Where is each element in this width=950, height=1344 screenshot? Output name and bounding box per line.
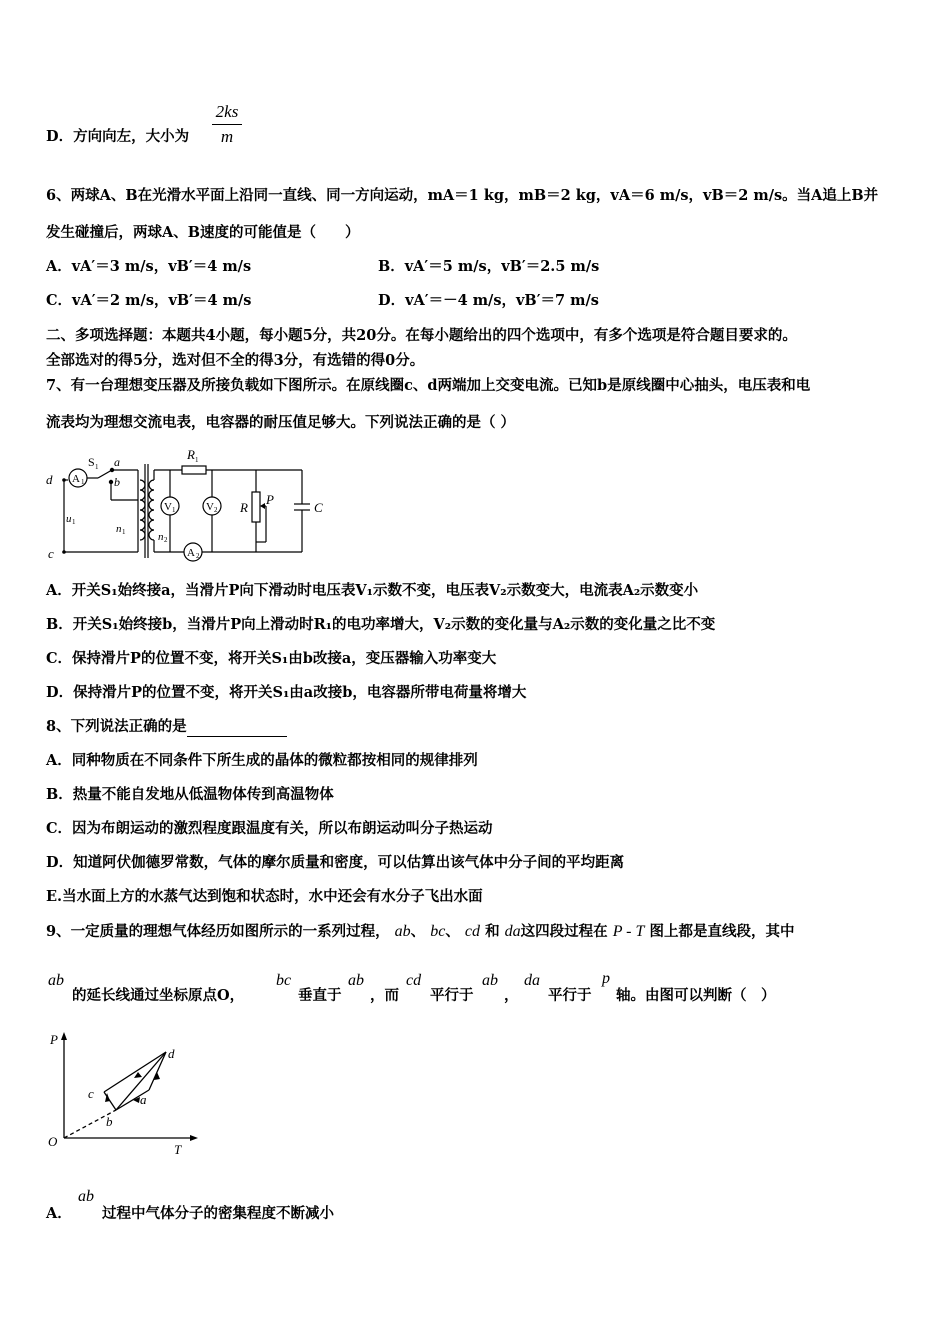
section2-heading-line1: 二、多项选择题：本题共4小题，每小题5分，共20分。在每小题给出的四个选项中，有多个选项是符合题目要求的。 [46, 327, 797, 344]
symbol-cd-raised: cd [406, 972, 422, 989]
q8-option-b: B．热量不能自发地从低温物体传到高温物体 [46, 786, 334, 803]
q9-text-comma: ， [504, 987, 519, 1004]
point-a-label: a [140, 1092, 147, 1107]
q9-stem-line1 [46, 922, 794, 942]
capacitor-c-label: C [314, 500, 323, 515]
voltmeter-v2-sub: 2 [214, 506, 218, 514]
tap-b-label: b [114, 475, 120, 489]
point-d-label: d [168, 1046, 175, 1061]
q9-text-parallel: 平行于 [430, 987, 474, 1004]
q6-stem-line2: 发生碰撞后，两球A、B速度的可能值是（ ） [46, 224, 360, 241]
q6-option-b: B．vA′＝5 m/s，vB′＝2.5 m/s [378, 258, 600, 275]
q5-d-denominator: m [220, 127, 234, 146]
ammeter-a1-label: A [72, 473, 80, 485]
section2-heading-line2: 全部选对的得5分，选对但不全的得3分，有选错的得0分。 [46, 352, 425, 369]
axis-t-label: T [174, 1142, 182, 1157]
q6-option-a: A．vA′＝3 m/s，vB′＝4 m/s [46, 258, 252, 275]
voltage-u1-sub: 1 [72, 518, 76, 526]
ammeter-a2-sub: 2 [196, 552, 200, 560]
slider-p-label: P [266, 492, 274, 507]
q9-option-a-prefix: A． [46, 1205, 72, 1222]
resistor-r1-sub: 1 [195, 456, 199, 464]
separator: 、 [410, 923, 426, 940]
q5-d-numerator: 2ks [215, 102, 239, 121]
terminal-d-label: d [46, 472, 53, 487]
q7-stem-line2: 流表均为理想交流电表，电容器的耐压值足够大。下列说法正确的是（ ） [46, 414, 516, 431]
q9-stem-text-2: 这四段过程在 [520, 923, 608, 940]
symbol-bc-raised: bc [276, 972, 292, 989]
q9-pt-graph [44, 1030, 204, 1160]
q8-option-c: C．因为布朗运动的激烈程度跟温度有关，所以布朗运动叫分子热运动 [46, 820, 493, 837]
voltmeter-v1-label: V [164, 501, 172, 513]
q9-stem-text-3: 图上都是直线段，其中 [649, 923, 795, 940]
fraction-bar [212, 124, 242, 125]
q9-option-a-text: 过程中气体分子的密集程度不断减小 [102, 1205, 334, 1222]
switch-s1-label: S [88, 455, 95, 469]
q9-text-extension: 的延长线通过坐标原点O， [72, 987, 245, 1004]
symbol-ab-raised: ab [48, 972, 64, 989]
q5-d-fraction [212, 102, 242, 147]
q7-option-b: B．开关S₁始终接b，当滑片P向上滑动时R₁的电功率增大，V₂示数的变化量与A₂示数的变化量之比不变 [46, 616, 716, 633]
ammeter-a2-label: A [187, 547, 195, 559]
symbol-p-raised: p [602, 970, 610, 987]
switch-s1-sub: 1 [95, 463, 99, 471]
terminal-c-label: c [48, 546, 54, 561]
symbol-p-t: P - T [612, 923, 645, 940]
q8-stem [46, 717, 287, 737]
voltmeter-v2-label: V [206, 501, 214, 513]
rheostat-r-label: R [240, 500, 248, 515]
symbol-ab-raised-2: ab [348, 972, 364, 989]
q8-option-d: D．知道阿伏伽德罗常数，气体的摩尔质量和密度，可以估算出该气体中分子间的平均距离 [46, 854, 625, 871]
symbol-ab-raised-3: ab [482, 972, 498, 989]
point-b-label: b [106, 1114, 113, 1129]
q9-text-while: ，而 [370, 987, 399, 1004]
symbol-da-raised: da [524, 972, 540, 989]
q9-option-a-symbol: ab [78, 1188, 94, 1205]
answer-blank [187, 720, 287, 737]
coil-n2-sub: 2 [164, 536, 168, 544]
q8-option-a: A．同种物质在不同条件下所生成的晶体的微粒都按相同的规律排列 [46, 752, 478, 769]
q7-option-c: C．保持滑片P的位置不变，将开关S₁由b改接a，变压器输入功率变大 [46, 650, 497, 667]
q8-option-e: E.当水面上方的水蒸气达到饱和状态时，水中还会有水分子飞出水面 [46, 888, 483, 905]
q6-stem-line1: 6、两球A、B在光滑水平面上沿同一直线、同一方向运动，mA＝1 kg，mB＝2 kg，vA＝6 m/s，vB＝2 m/s。当A追上B并 [46, 187, 879, 204]
coil-n1-label: n [116, 523, 122, 535]
symbol-da: da [504, 923, 521, 940]
q7-option-a: A．开关S₁始终接a，当滑片P向下滑动时电压表V₁示数不变，电压表V₂示数变大，电流表A₂示数变小 [46, 582, 699, 599]
separator: 、 [445, 923, 460, 940]
symbol-bc: bc [430, 923, 446, 940]
resistor-r1-label: R [187, 447, 195, 462]
q9-text-perpendicular: 垂直于 [298, 987, 342, 1004]
q6-option-c: C．vA′＝2 m/s，vB′＝4 m/s [46, 292, 252, 309]
q7-option-d: D．保持滑片P的位置不变，将开关S₁由a改接b，电容器所带电荷量将增大 [46, 684, 527, 701]
point-c-label: c [88, 1086, 94, 1101]
q5-d-text: D．方向向左，大小为 [46, 128, 190, 145]
q7-stem-line1: 7、有一台理想变压器及所接负载如下图所示。在原线圈c、d两端加上交变电流。已知b是原线圈中心抽头，电压表和电 [46, 377, 811, 394]
q9-text-axis: 轴。由图可以判断（ ） [616, 987, 776, 1004]
tap-a-label: a [114, 455, 120, 469]
symbol-cd: cd [464, 923, 480, 940]
ammeter-a1-sub: 1 [81, 478, 85, 486]
coil-n2-label: n [158, 531, 164, 543]
conjunction: 和 [485, 923, 500, 940]
voltmeter-v1-sub: 1 [172, 506, 176, 514]
origin-o-label: O [48, 1134, 58, 1149]
q8-stem-text: 8、下列说法正确的是 [46, 718, 187, 735]
symbol-ab: ab [394, 923, 411, 940]
q6-option-d: D．vA′＝－4 m/s，vB′＝7 m/s [378, 292, 599, 309]
coil-n1-sub: 1 [122, 528, 126, 536]
axis-p-label: P [50, 1032, 58, 1047]
q9-stem-text-1: 9、一定质量的理想气体经历如图所示的一系列过程， [46, 923, 390, 940]
q5-option-d [46, 127, 189, 147]
q9-text-parallel-2: 平行于 [548, 987, 592, 1004]
voltage-u1-label: u [66, 513, 72, 525]
q7-circuit-diagram [44, 442, 344, 567]
